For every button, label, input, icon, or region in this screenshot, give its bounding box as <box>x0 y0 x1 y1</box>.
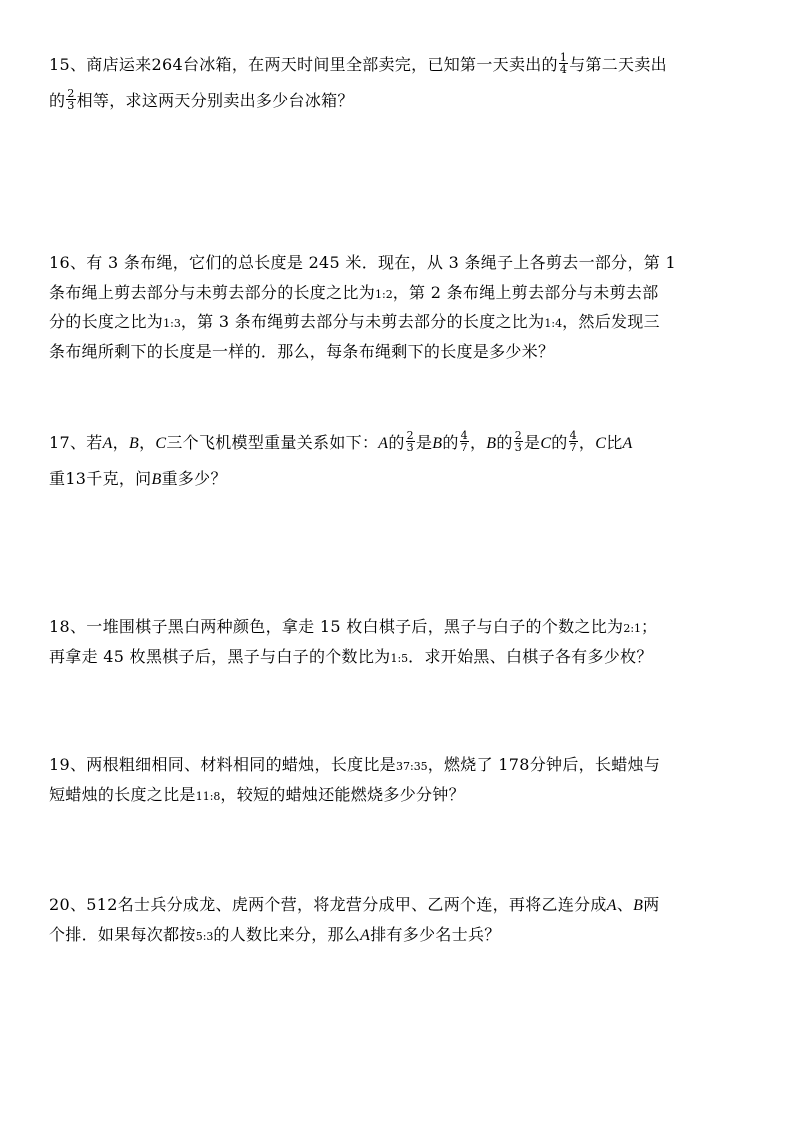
fraction: $\frac{4}{7}$ <box>460 429 468 454</box>
problem-20-line-1: 20、512名士兵分成龙、虎两个营，将龙营分成甲、乙两个连，再将乙连分成A、B两 <box>49 895 660 914</box>
problem-17-line-2: 重13千克，问B重多少？ <box>49 468 227 488</box>
problem-number: 15 <box>49 55 70 74</box>
ratio: 1:4 <box>544 317 563 330</box>
fraction: $\frac{2}{3}$ <box>67 86 75 112</box>
problem-18 <box>49 612 749 671</box>
problem-16-line-3: 分的长度之比为1:3，第 3 条布绳剪去部分与未剪去部分的长度之比为1:4，然后发现三 <box>49 312 660 331</box>
ratio: 1:3 <box>163 317 181 330</box>
ratio: 5:3 <box>195 929 214 943</box>
ratio: 1:5 <box>390 651 409 665</box>
problem-16 <box>49 248 749 366</box>
problem-number: 18 <box>49 617 70 636</box>
problem-15 <box>49 50 749 115</box>
problem-17-line-1: 17、若A，B，C三个飞机模型重量关系如下：A的 $\frac{2}{3}$ 是B的 $\frac{4}{7}$ ，B的 $\frac{2}{3}$ 是C的 $\frac{4}{7}$ ，C比A <box>49 429 633 454</box>
problem-19-line-1: 19、两根粗细相同、材料相同的蜡烛，长度比是37:35，燃烧了 178分钟后，长蜡烛与 <box>49 755 661 774</box>
problem-18-line-1: 18、一堆围棋子黑白两种颜色，拿走 15 枚白棋子后，黑子与白子的个数之比为2:1； <box>49 617 658 636</box>
problem-16-line-2: 条布绳上剪去部分与未剪去部分的长度之比为1:2，第 2 条布绳上剪去部分与未剪去部 <box>49 282 659 302</box>
ratio: 2:1 <box>623 622 642 635</box>
problem-number: 19 <box>49 755 70 774</box>
problem-16-line-1: 16、有 3 条布绳，它们的总长度是 245 米．现在，从 3 条绳子上各剪去一部分，第 1 <box>49 253 676 272</box>
problem-20-line-2: 个排．如果每次都按5:3的人数比来分，那么A排有多少名士兵？ <box>49 924 501 944</box>
fraction: $\frac{4}{7}$ <box>569 429 577 454</box>
fraction: $\frac{2}{3}$ <box>514 429 522 454</box>
problem-15-line-2: 的 $\frac{2}{3}$ 相等，求这两天分别卖出多少台冰箱？ <box>49 86 354 112</box>
problem-18-line-2: 再拿走 45 枚黑棋子后，黑子与白子的个数比为1:5．求开始黑、白棋子各有多少枚？ <box>49 646 653 666</box>
problem-number: 16 <box>49 253 70 272</box>
fraction: $\frac{1}{4}$ <box>559 51 568 76</box>
problem-15-line-1: 15、商店运来264台冰箱，在两天时间里全部卖完，已知第一天卖出的 $\frac{1}{4}$ 与第二天卖出 <box>49 51 667 76</box>
problem-20 <box>49 890 749 949</box>
problem-number: 20 <box>49 895 70 914</box>
fraction: $\frac{2}{3}$ <box>406 429 414 454</box>
problem-17 <box>49 428 749 493</box>
problem-number: 17 <box>49 433 70 452</box>
problem-19 <box>49 750 749 809</box>
ratio: 11:8 <box>195 789 221 803</box>
ratio: 37:35 <box>395 760 428 773</box>
ratio: 1:2 <box>375 287 393 301</box>
problem-19-line-2: 短蜡烛的长度之比是11:8，较短的蜡烛还能燃烧多少分钟？ <box>49 784 465 804</box>
problem-16-line-4: 条布绳所剩下的长度是一样的．那么，每条布绳剩下的长度是多少米？ <box>49 341 555 361</box>
